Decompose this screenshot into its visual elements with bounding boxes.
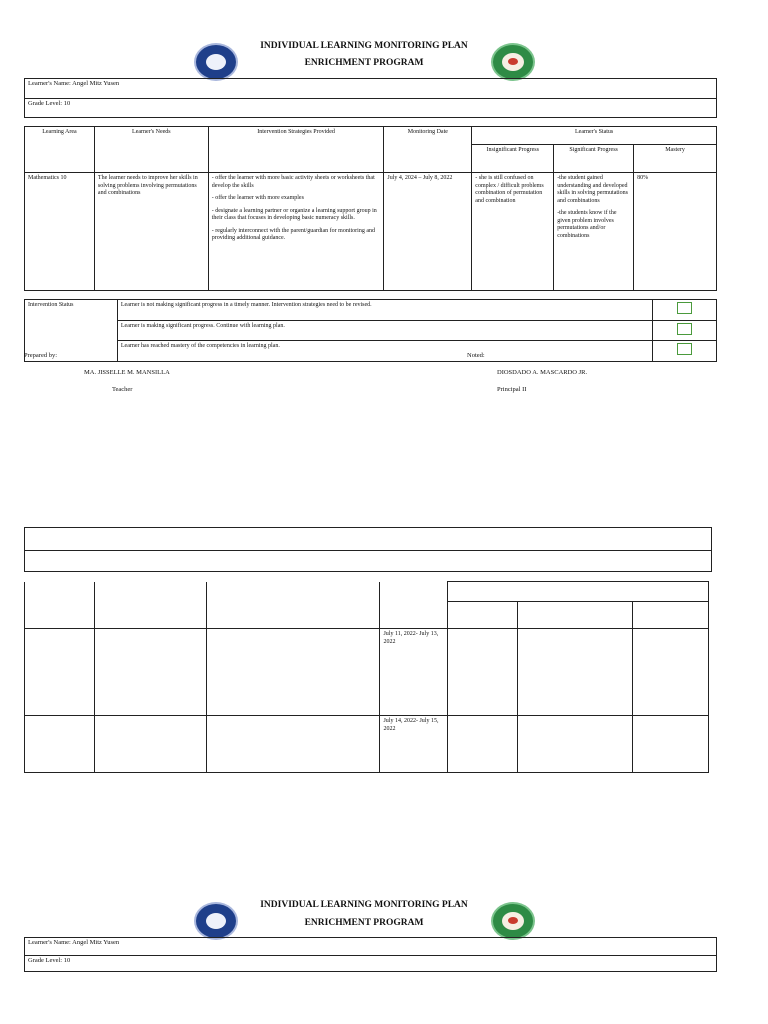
page-title: INDIVIDUAL LEARNING MONITORING PLAN (260, 41, 468, 51)
cell-mastery: 80% (634, 173, 717, 291)
header-learning-area: Learning Area (25, 127, 95, 173)
significant-item: -the student gained understanding and developed skills in solving permutations and combinations (557, 175, 629, 204)
header-learners-needs: Learner's Needs (94, 127, 208, 173)
cell-monitoring-date: July 14, 2022- July 15, 2022 (380, 716, 448, 773)
status-option-text: Learner has reached mastery of the competencies in learning plan. (117, 341, 652, 362)
prepared-by-label: Prepared by: (24, 352, 58, 359)
learner-info-box-blank (24, 527, 712, 572)
monitoring-table (24, 126, 717, 291)
strategy-item: - offer the learner with more examples (211, 195, 304, 201)
cell-monitoring-date: July 11, 2022- July 13, 2022 (380, 629, 448, 716)
header-mastery: Mastery (634, 145, 717, 173)
cell-learners-needs: The learner needs to improve her skills in solving problems involving permutations and combinations (94, 173, 208, 291)
teacher-title: Teacher (112, 386, 133, 393)
principal-title: Principal II (497, 386, 527, 393)
status-checkbox[interactable] (677, 302, 692, 314)
principal-name: DIOSDADO A. MASCARDO JR. (497, 369, 588, 376)
strategy-item: - designate a learning partner or organize a learning support group in their class that focuses in developing basic numeracy skills. (211, 207, 377, 221)
learner-info-box (24, 937, 717, 972)
significant-item: -the students know if the given problem involves permutations and/or combinations (557, 210, 617, 239)
learner-info-box (24, 78, 717, 118)
cell-significant (554, 173, 634, 291)
grade-level: Grade Level: 10 (28, 957, 71, 964)
teacher-name: MA. JISSELLE M. MANSILLA (84, 369, 170, 376)
monitoring-table-blank (24, 581, 709, 773)
cell-learning-area: Mathematics 10 (25, 173, 95, 291)
page-subtitle: ENRICHMENT PROGRAM (304, 58, 424, 68)
page-title: INDIVIDUAL LEARNING MONITORING PLAN (260, 900, 468, 910)
page-subtitle: ENRICHMENT PROGRAM (304, 918, 424, 928)
header-monitoring-date: Monitoring Date (384, 127, 472, 173)
intervention-status-label: Intervention Status (25, 300, 118, 362)
table-row (25, 629, 709, 716)
header-strategies: Intervention Strategies Provided (208, 127, 384, 173)
strategy-item: - regularly interconnect with the parent/guardian for monitoring and providing additional guidance. (211, 227, 376, 241)
learner-name: Learner's Name: Angel Mitz Yusen (28, 939, 120, 946)
status-option-text: Learner is not making significant progress in a timely manner. Intervention strategies need to be revised. (117, 300, 652, 321)
intervention-status-table (24, 299, 717, 362)
cell-insignificant: - she is still confused on complex / difficult problems combination of permutation and combination (472, 173, 554, 291)
status-checkbox[interactable] (677, 323, 692, 335)
table-row (25, 716, 709, 773)
strategy-item: - offer the learner with more basic activity sheets or worksheets that develop the skills (211, 175, 375, 189)
learner-name: Learner's Name: Angel Mitz Yusen (28, 80, 120, 87)
header-learners-status: Learner's Status (472, 127, 717, 145)
cell-strategies (208, 173, 384, 291)
header-insignificant: Insignificant Progress (472, 145, 554, 173)
status-checkbox[interactable] (677, 343, 692, 355)
table-row (25, 173, 717, 291)
status-option-text: Learner is making significant progress. Continue with learning plan. (117, 320, 652, 341)
cell-monitoring-date: July 4, 2024 – July 8, 2022 (384, 173, 472, 291)
noted-label: Noted: (467, 352, 485, 359)
grade-level: Grade Level: 10 (28, 100, 71, 107)
header-significant: Significant Progress (554, 145, 634, 173)
